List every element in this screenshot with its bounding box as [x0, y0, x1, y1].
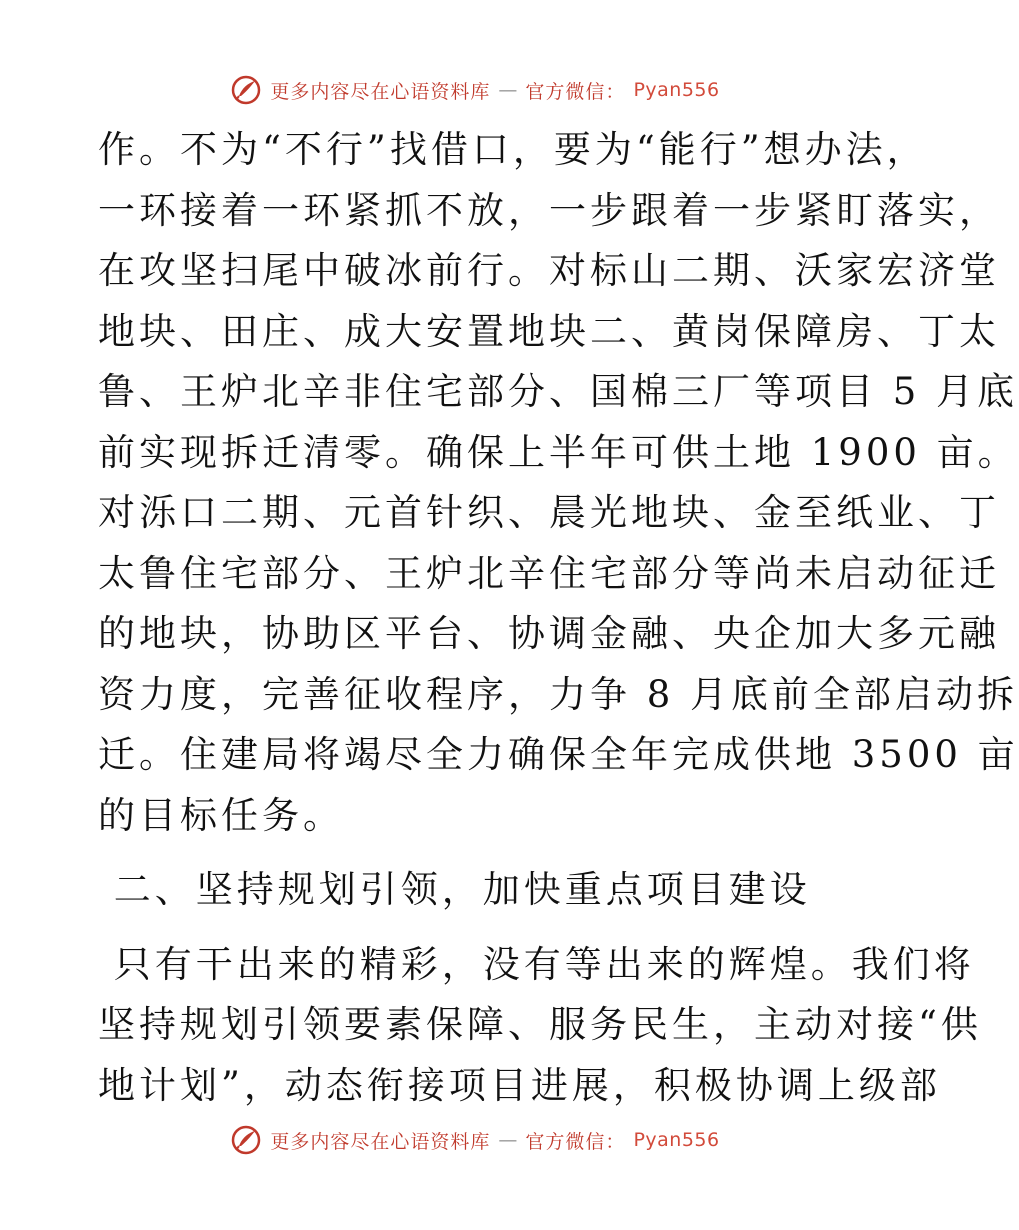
watermark-wechat-id: Pyan556	[633, 1129, 720, 1151]
text-line: 在攻坚扫尾中破冰前行。对标山二期、沃家宏济堂	[98, 249, 1000, 292]
text-line: 的地块，协助区平台、协调金融、央企加大多元融	[98, 612, 1000, 655]
document-body	[98, 120, 1019, 1116]
text-line: 的目标任务。	[98, 793, 344, 837]
watermark-separator: —	[498, 1129, 518, 1151]
watermark-wechat-label: 官方微信：	[525, 1130, 626, 1153]
text-line: 只有干出来的精彩，没有等出来的辉煌。我们将	[98, 942, 975, 986]
footer-watermark	[0, 1120, 950, 1160]
watermark-wechat-label: 官方微信：	[525, 80, 626, 103]
watermark-text: 更多内容尽在心语资料库	[270, 1130, 491, 1153]
text-line: 地块、田庄、成大安置地块二、黄岗保障房、丁太	[98, 309, 1000, 353]
paragraph-2	[98, 935, 982, 1117]
watermark-wechat-id: Pyan556	[633, 79, 720, 101]
quill-logo-icon	[230, 1124, 262, 1156]
text-line: 鲁、王炉北辛非住宅部分、国棉三厂等项目 5 月底	[98, 370, 1019, 413]
text-line: 对泺口二期、元首针织、晨光地块、金至纸业、丁	[98, 491, 1000, 534]
watermark-separator: —	[498, 79, 518, 101]
text-line: 太鲁住宅部分、王炉北辛住宅部分等尚未启动征迁	[98, 551, 1000, 595]
header-watermark	[0, 70, 950, 110]
text-line: 迁。住建局将竭尽全力确保全年完成供地 3500 亩	[98, 733, 1019, 776]
watermark-text: 更多内容尽在心语资料库	[270, 80, 491, 103]
paragraph-1	[98, 120, 1019, 846]
text-line: 作。不为“不行”找借口，要为“能行”想办法，	[98, 128, 928, 171]
paragraph-gap	[98, 921, 858, 935]
section-heading: 二、坚持规划引领，加快重点项目建设	[98, 868, 811, 911]
text-line: 资力度，完善征收程序，力争 8 月底前全部启动拆	[98, 672, 1019, 716]
quill-logo-icon	[230, 74, 262, 106]
text-line: 地计划”，动态衔接项目进展，积极协调上级部	[98, 1063, 941, 1107]
text-line: 坚持规划引领要素保障、服务民生，主动对接“供	[98, 1003, 982, 1046]
paragraph-gap	[98, 846, 858, 860]
text-line: 前实现拆迁清零。确保上半年可供土地 1900 亩。	[98, 430, 1019, 474]
text-line: 一环接着一环紧抓不放，一步跟着一步紧盯落实，	[98, 188, 1000, 232]
